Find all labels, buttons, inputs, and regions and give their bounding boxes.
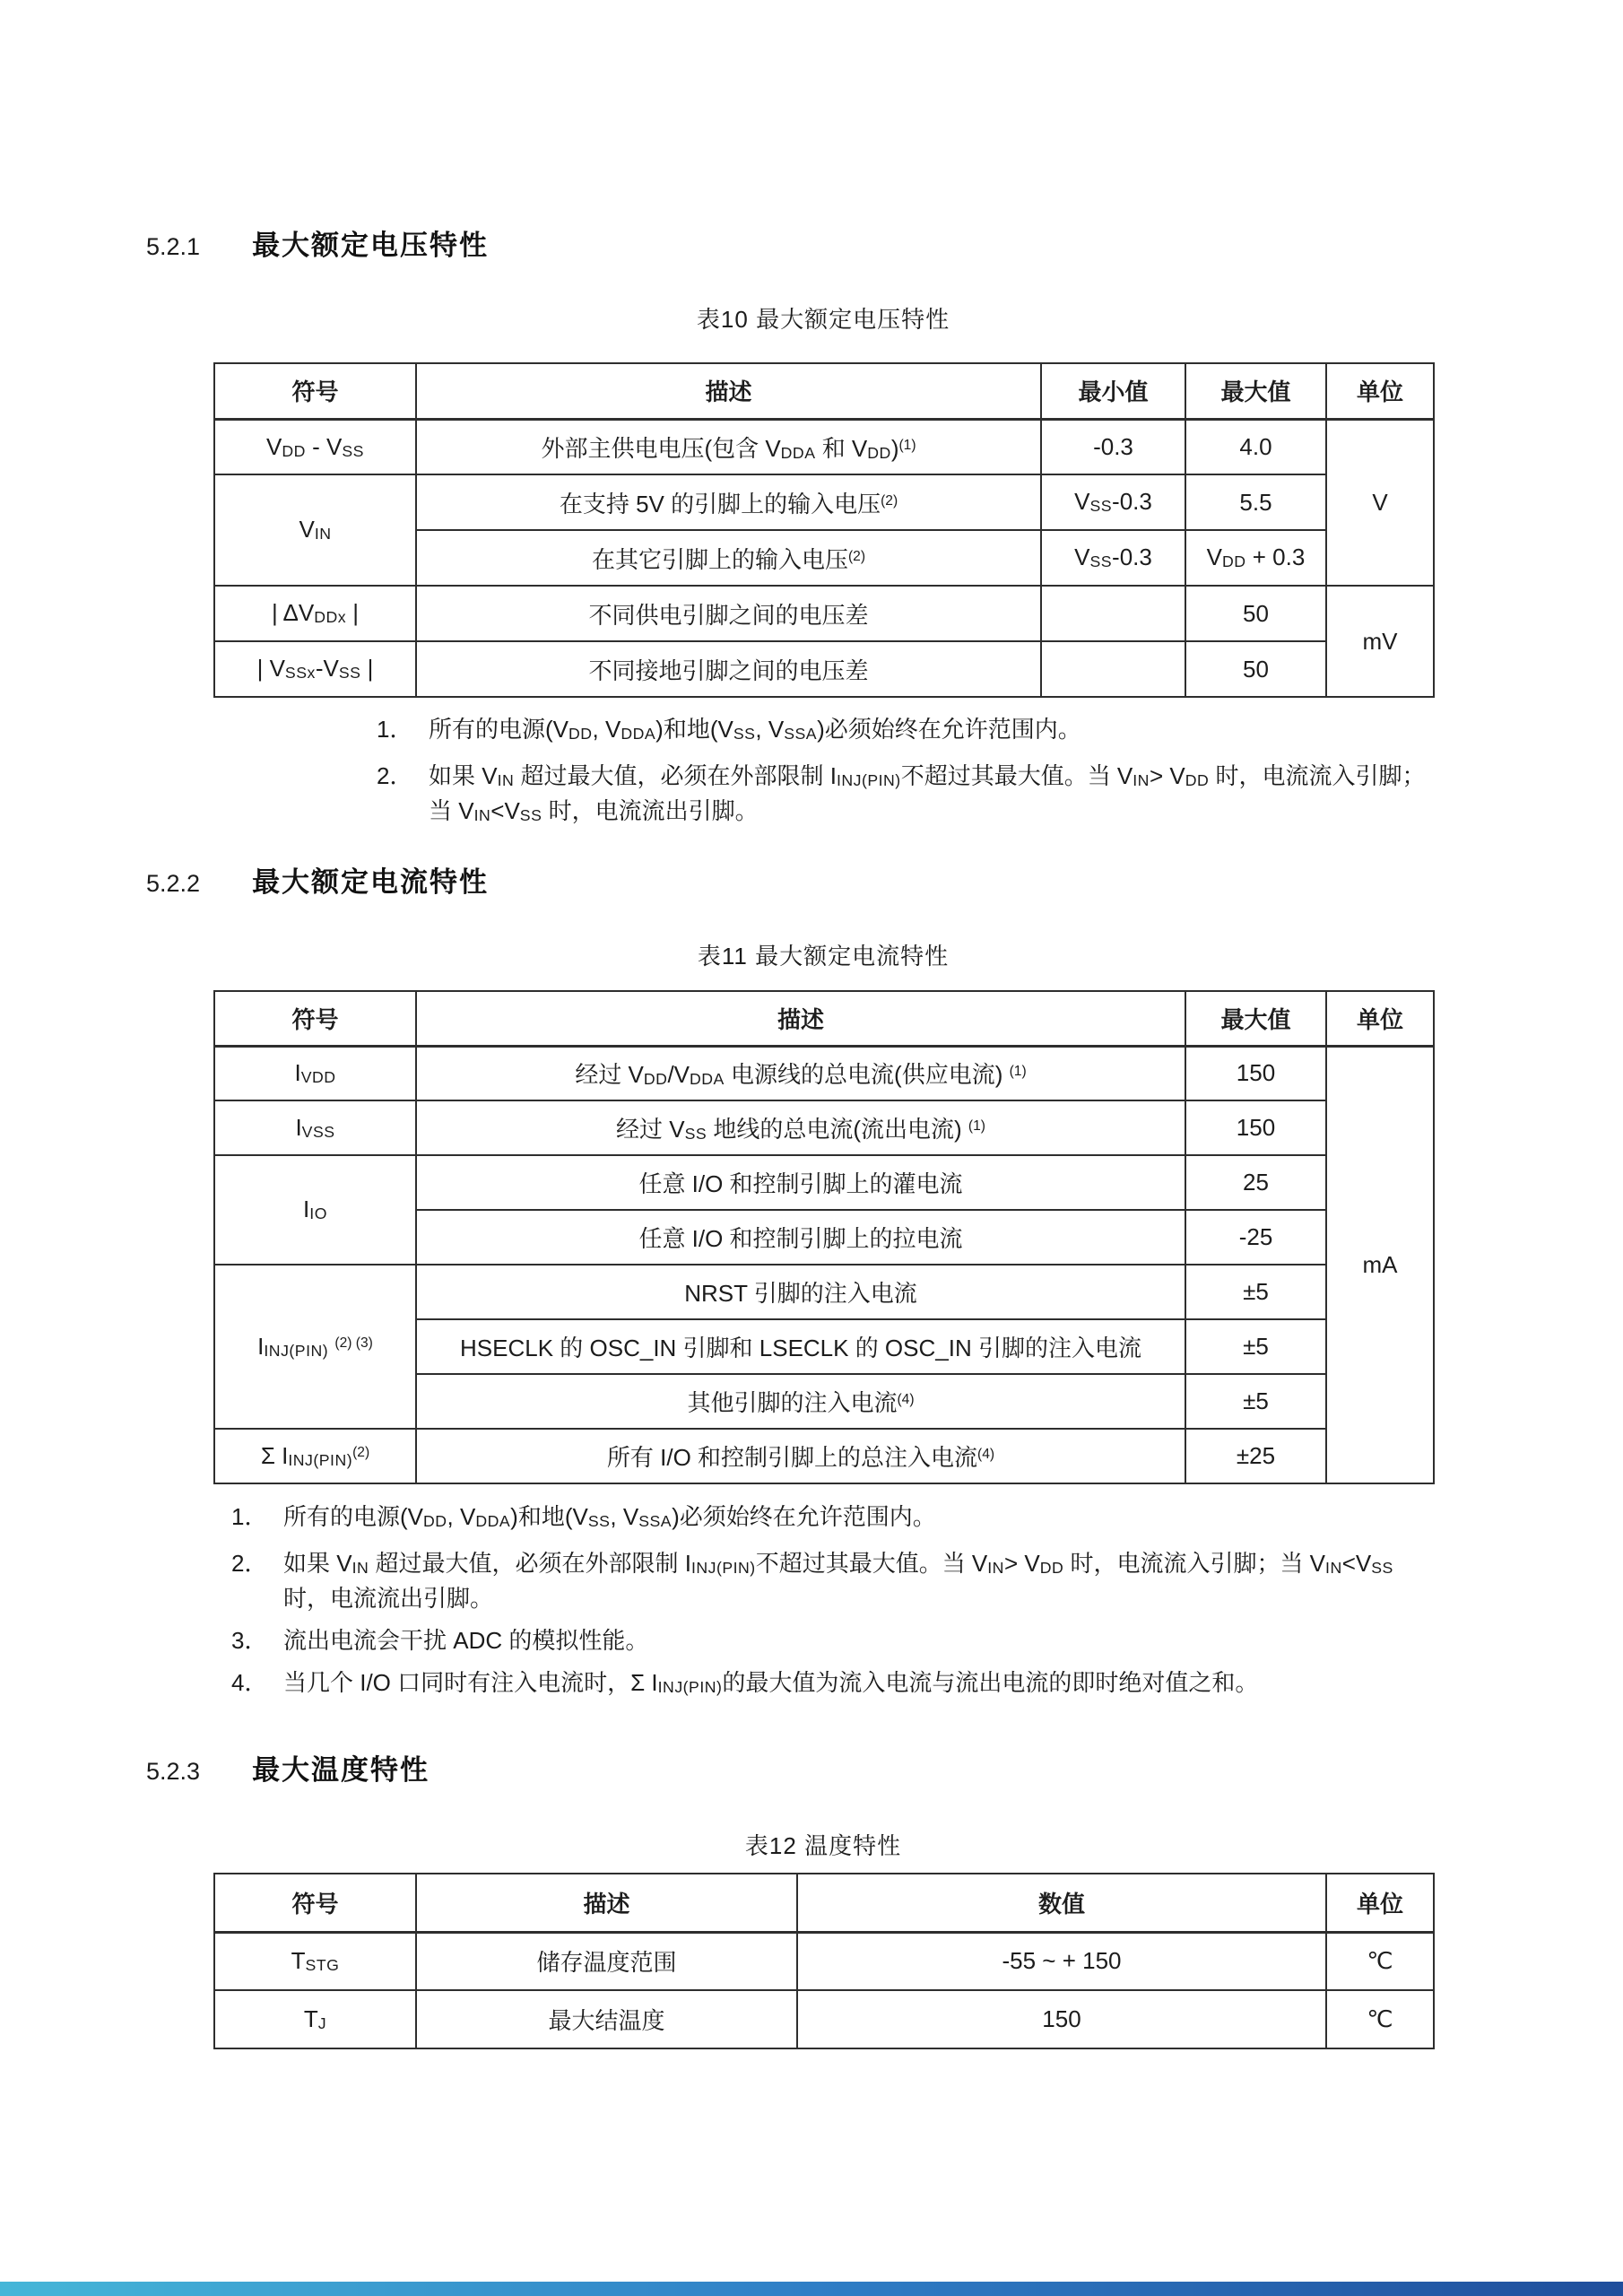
table-row xyxy=(214,586,1434,641)
description-cell: 其他引脚的注入电流$^{(4)}$ xyxy=(416,1374,1185,1429)
description-cell: 不同接地引脚之间的电压差 xyxy=(416,641,1041,697)
note-text: 如果 $V_{IN}$ 超过最大值，必须在外部限制 $I_{INJ(PIN)}$不超过其最大值。当 $V_{IN}> V_{DD}$ 时，电流流入引脚；当 $V_{IN}<V_{SS}$ 时，电流流出引脚。 xyxy=(429,762,1426,825)
note-number: 4． xyxy=(231,1669,268,1697)
max-cell: 4.0 xyxy=(1185,419,1326,474)
unit-cell: mA xyxy=(1326,1046,1434,1483)
note-text: 所有的电源($V_{DD}$, $V_{DDA}$)和地($V_{SS}$, $V_{SSA}$)必须始终在允许范围内。 xyxy=(429,716,1081,744)
note-number: 1． xyxy=(377,716,413,743)
table-header-row xyxy=(214,991,1434,1046)
description-cell: 经过 $V_{SS}$ 地线的总电流(流出电流) $^{(1)}$ xyxy=(416,1100,1185,1155)
note-item xyxy=(231,1548,1444,1613)
symbol-cell: | $V_{SSx}-V_{SS}$ | xyxy=(214,641,416,697)
column-header-description: 描述 xyxy=(416,363,1041,419)
table-row xyxy=(214,641,1434,697)
unit-cell: mV xyxy=(1326,586,1434,697)
max-cell: -25 xyxy=(1185,1210,1326,1265)
table-row xyxy=(214,474,1434,530)
min-cell: $V_{SS}-0.3$ xyxy=(1041,474,1185,530)
column-header-symbol: 符号 xyxy=(214,1874,416,1932)
description-cell: 储存温度范围 xyxy=(416,1932,797,1990)
max-cell: $V_{DD} + 0.3$ xyxy=(1185,530,1326,586)
max-cell: 150 xyxy=(1185,1100,1326,1155)
table10-notes xyxy=(377,714,1435,842)
section-number: 5.2.3 xyxy=(146,1758,201,1785)
max-cell: 150 xyxy=(1185,1046,1326,1100)
section-title: 最大温度特性 xyxy=(252,1754,430,1786)
symbol-cell: $I_{VSS}$ xyxy=(214,1100,416,1155)
description-cell: 任意 I/O 和控制引脚上的拉电流 xyxy=(416,1210,1185,1265)
symbol-cell: $T_J$ xyxy=(214,1990,416,2048)
symbol-cell: | $\Delta V_{DDx}$ | xyxy=(214,586,416,641)
max-cell: ±5 xyxy=(1185,1374,1326,1429)
table11-caption: 表11 最大额定电流特性 xyxy=(697,943,950,970)
unit-cell: ℃ xyxy=(1326,1932,1434,1990)
max-cell: 5.5 xyxy=(1185,474,1326,530)
table-row xyxy=(214,1100,1434,1155)
section-number: 5.2.1 xyxy=(146,233,201,260)
max-cell: 25 xyxy=(1185,1155,1326,1210)
max-cell: ±5 xyxy=(1185,1265,1326,1319)
note-item xyxy=(377,714,1435,749)
table-header-row xyxy=(214,1874,1434,1932)
note-number: 2． xyxy=(377,762,413,790)
unit-cell: ℃ xyxy=(1326,1990,1434,2048)
section-heading-523 xyxy=(146,1747,430,1787)
value-cell: 150 xyxy=(797,1990,1326,2048)
column-header-value: 数值 xyxy=(797,1874,1326,1932)
min-cell xyxy=(1041,586,1185,641)
column-header-description: 描述 xyxy=(416,991,1185,1046)
description-cell: NRST 引脚的注入电流 xyxy=(416,1265,1185,1319)
note-item xyxy=(231,1501,1444,1536)
column-header-unit: 单位 xyxy=(1326,991,1434,1046)
table-row xyxy=(214,1046,1434,1100)
description-cell: HSECLK 的 OSC_IN 引脚和 LSECLK 的 OSC_IN 引脚的注入电流 xyxy=(416,1319,1185,1374)
description-cell: 任意 I/O 和控制引脚上的灌电流 xyxy=(416,1155,1185,1210)
description-cell: 在支持 5V 的引脚上的输入电压$^{(2)}$ xyxy=(416,474,1041,530)
column-header-symbol: 符号 xyxy=(214,991,416,1046)
section-title: 最大额定电流特性 xyxy=(252,866,490,898)
table-row xyxy=(214,1990,1434,2048)
note-text: 所有的电源($V_{DD}$, $V_{DDA}$)和地($V_{SS}$, $V_{SSA}$)必须始终在允许范围内。 xyxy=(283,1503,936,1531)
column-header-description: 描述 xyxy=(416,1874,797,1932)
table-row xyxy=(214,1932,1434,1990)
table-row xyxy=(214,1429,1434,1483)
description-cell: 外部主供电电压(包含 $V_{DDA}$ 和 $V_{DD})^{(1)}$ xyxy=(416,419,1041,474)
column-header-min: 最小值 xyxy=(1041,363,1185,419)
temperature-table xyxy=(213,1873,1435,2049)
max-cell: ±25 xyxy=(1185,1429,1326,1483)
section-heading-521 xyxy=(146,222,489,263)
column-header-unit: 单位 xyxy=(1326,1874,1434,1932)
max-cell: ±5 xyxy=(1185,1319,1326,1374)
note-item xyxy=(231,1667,1444,1702)
table-header-row xyxy=(214,363,1434,419)
max-cell: 50 xyxy=(1185,586,1326,641)
column-header-symbol: 符号 xyxy=(214,363,416,419)
min-cell: -0.3 xyxy=(1041,419,1185,474)
table-row xyxy=(214,419,1434,474)
column-header-unit: 单位 xyxy=(1326,363,1434,419)
max-current-table xyxy=(213,990,1435,1484)
description-cell: 在其它引脚上的输入电压$^{(2)}$ xyxy=(416,530,1041,586)
symbol-cell: Σ $I_{INJ(PIN)}^{(2)}$ xyxy=(214,1429,416,1483)
max-cell: 50 xyxy=(1185,641,1326,697)
description-cell: 不同供电引脚之间的电压差 xyxy=(416,586,1041,641)
table10-caption: 表10 最大额定电压特性 xyxy=(696,306,950,333)
note-number: 3． xyxy=(231,1627,268,1655)
symbol-cell: $I_{INJ(PIN)}$ $^{(2) (3)}$ xyxy=(214,1265,416,1429)
note-number: 2． xyxy=(231,1550,268,1578)
note-text: 流出电流会干扰 ADC 的模拟性能。 xyxy=(283,1627,649,1655)
note-text: 当几个 I/O 口同时有注入电流时，Σ $I_{INJ(PIN)}$的最大值为流入电流与流出电流的即时绝对值之和。 xyxy=(283,1669,1259,1697)
symbol-cell: $V_{DD} - V_{SS}$ xyxy=(214,419,416,474)
table-row xyxy=(214,1155,1434,1210)
symbol-cell: $I_{VDD}$ xyxy=(214,1046,416,1100)
table12-caption: 表12 温度特性 xyxy=(744,1832,902,1859)
description-cell: 所有 I/O 和控制引脚上的总注入电流$^{(4)}$ xyxy=(416,1429,1185,1483)
note-item xyxy=(231,1625,1444,1656)
max-voltage-table xyxy=(213,362,1435,698)
min-cell xyxy=(1041,641,1185,697)
note-item xyxy=(377,761,1435,831)
min-cell: $V_{SS}-0.3$ xyxy=(1041,530,1185,586)
symbol-cell: $I_{IO}$ xyxy=(214,1155,416,1265)
value-cell: -55 ~ + 150 xyxy=(797,1932,1326,1990)
section-number: 5.2.2 xyxy=(146,870,201,897)
symbol-cell: $T_{STG}$ xyxy=(214,1932,416,1990)
note-text: 如果 $V_{IN}$ 超过最大值，必须在外部限制 $I_{INJ(PIN)}$不超过其最大值。当 $V_{IN}> V_{DD}$ 时，电流流入引脚；当 $V_{IN}<V_{SS}$ 时，电流流出引脚。 xyxy=(283,1550,1393,1613)
column-header-max: 最大值 xyxy=(1185,991,1326,1046)
footer-accent-bar xyxy=(0,2282,1623,2296)
description-cell: 经过 $V_{DD}/V_{DDA}$ 电源线的总电流(供应电流) $^{(1)}$ xyxy=(416,1046,1185,1100)
section-heading-522 xyxy=(146,859,489,900)
table-row xyxy=(214,1265,1434,1319)
symbol-cell: $V_{IN}$ xyxy=(214,474,416,586)
column-header-max: 最大值 xyxy=(1185,363,1326,419)
table11-notes xyxy=(231,1501,1444,1714)
note-number: 1． xyxy=(231,1503,268,1530)
description-cell: 最大结温度 xyxy=(416,1990,797,2048)
unit-cell: V xyxy=(1326,419,1434,586)
section-title: 最大额定电压特性 xyxy=(252,230,490,261)
